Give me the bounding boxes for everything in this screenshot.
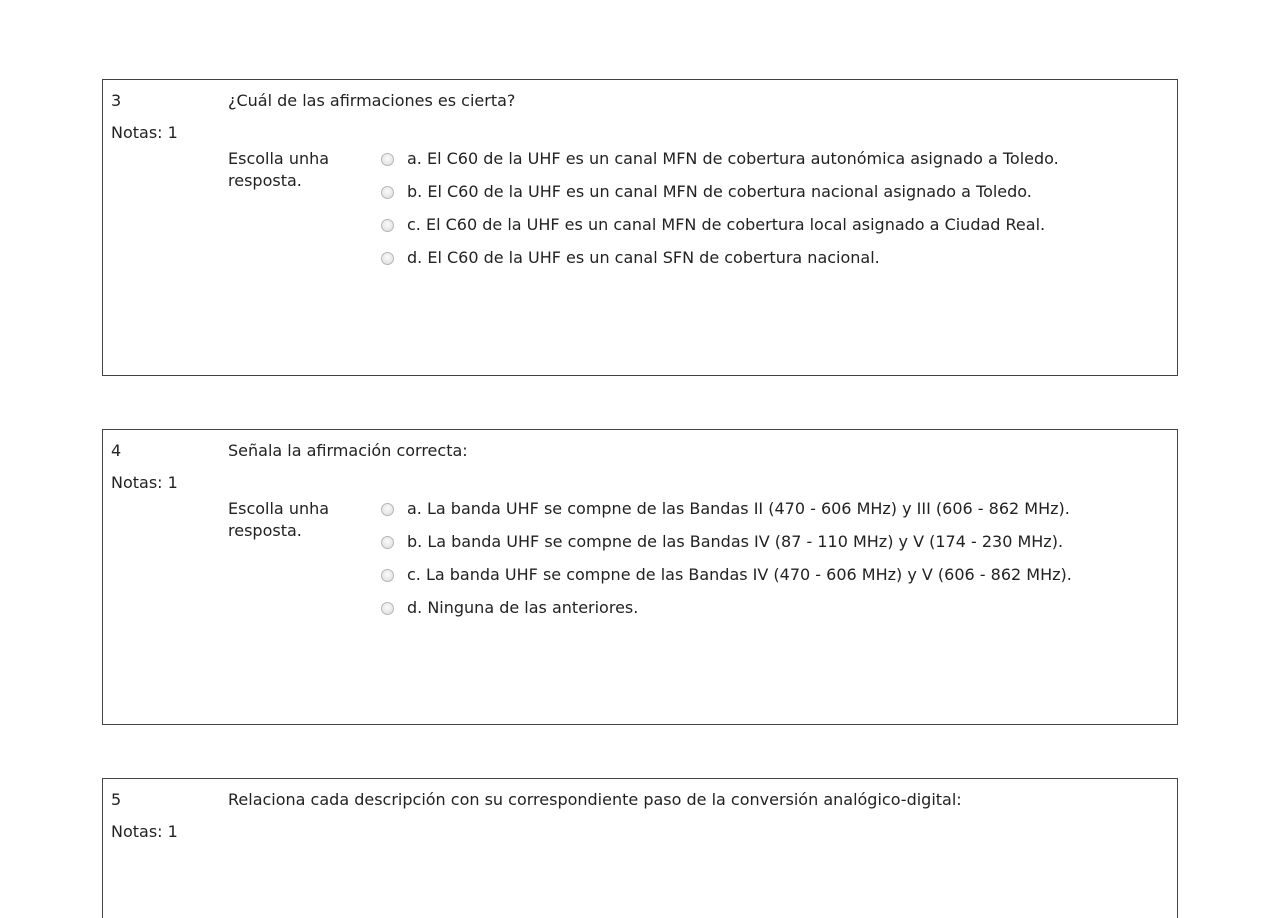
answer-options — [381, 498, 1161, 630]
option-label[interactable]: d. Ninguna de las anteriores. — [407, 598, 639, 617]
question-grade: Notas: 1 — [111, 123, 178, 142]
option-c[interactable] — [381, 564, 1161, 586]
radio-button[interactable] — [381, 252, 394, 265]
option-label[interactable]: b. La banda UHF se compne de las Bandas IV (87 - 110 MHz) y V (174 - 230 MHz). — [407, 532, 1064, 551]
answer-prompt: Escolla unha resposta. — [228, 499, 330, 540]
option-c[interactable] — [381, 214, 1161, 236]
question-grade: Notas: 1 — [111, 822, 178, 841]
option-a[interactable] — [381, 498, 1161, 520]
question-text: Relaciona cada descripción con su correspondiente paso de la conversión analógico-digital: — [228, 790, 962, 809]
radio-button[interactable] — [381, 503, 394, 516]
option-label[interactable]: a. El C60 de la UHF es un canal MFN de cobertura autonómica asignado a Toledo. — [407, 149, 1059, 168]
option-label[interactable]: c. La banda UHF se compne de las Bandas IV (470 - 606 MHz) y V (606 - 862 MHz). — [407, 565, 1072, 584]
question-5 — [102, 778, 1178, 918]
option-label[interactable]: d. El C60 de la UHF es un canal SFN de cobertura nacional. — [407, 248, 880, 267]
question-text: ¿Cuál de las afirmaciones es cierta? — [228, 91, 516, 110]
question-number: 4 — [111, 441, 122, 460]
question-number: 3 — [111, 91, 122, 110]
radio-button[interactable] — [381, 569, 394, 582]
radio-button[interactable] — [381, 219, 394, 232]
radio-button[interactable] — [381, 602, 394, 615]
question-4 — [102, 429, 1178, 725]
radio-button[interactable] — [381, 153, 394, 166]
radio-button[interactable] — [381, 186, 394, 199]
question-3 — [102, 79, 1178, 376]
option-b[interactable] — [381, 531, 1161, 553]
question-text: Señala la afirmación correcta: — [228, 441, 468, 460]
answer-options — [381, 148, 1161, 280]
option-d[interactable] — [381, 597, 1161, 619]
answer-prompt: Escolla unha resposta. — [228, 149, 330, 190]
option-label[interactable]: c. El C60 de la UHF es un canal MFN de cobertura local asignado a Ciudad Real. — [407, 215, 1046, 234]
question-grade: Notas: 1 — [111, 473, 178, 492]
option-label[interactable]: a. La banda UHF se compne de las Bandas II (470 - 606 MHz) y III (606 - 862 MHz). — [407, 499, 1070, 518]
option-d[interactable] — [381, 247, 1161, 269]
option-b[interactable] — [381, 181, 1161, 203]
radio-button[interactable] — [381, 536, 394, 549]
option-label[interactable]: b. El C60 de la UHF es un canal MFN de cobertura nacional asignado a Toledo. — [407, 182, 1032, 201]
question-number: 5 — [111, 790, 122, 809]
option-a[interactable] — [381, 148, 1161, 170]
